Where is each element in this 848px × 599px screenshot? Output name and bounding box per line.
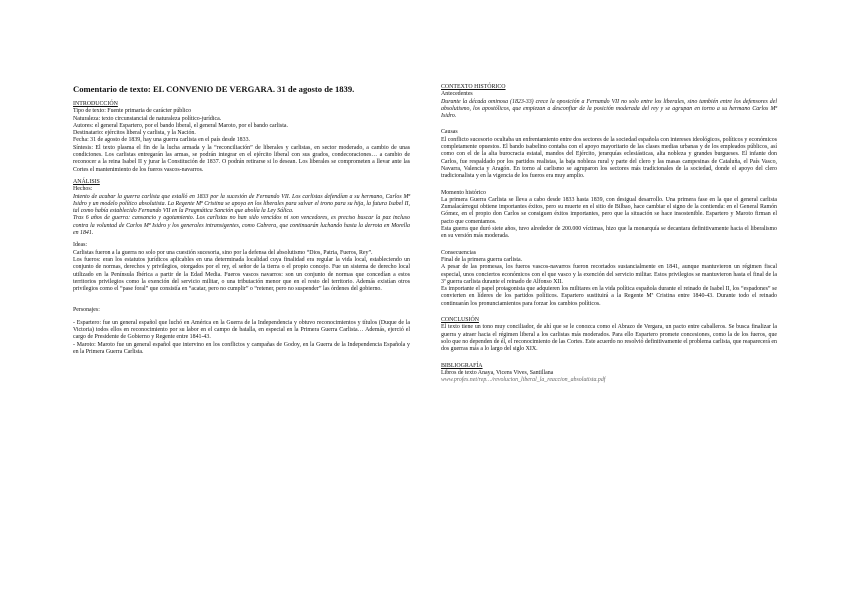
bibliografia-heading: BIBLIOGRAFÍA <box>441 362 483 369</box>
consecuencias-label: Consecuencias <box>441 249 477 256</box>
intro-authors: Autores: el general Espartero, por el bando liberal, el general Maroto, por el bando carlista. <box>73 122 288 129</box>
antecedentes-label: Antecedentes <box>441 91 473 98</box>
consecuencias-subtitle: Final de la primera guerra carlista. <box>441 256 523 263</box>
intro-nature: Naturaleza: texto circunstancial de naturaleza político-jurídica. <box>73 115 222 122</box>
causas-label: Causas <box>441 129 458 136</box>
bibliografia-url: www.profes.net/rep…/revolucion_liberal_la_reaccion_absolutista.pdf <box>441 377 606 384</box>
hechos-paragraph: Tras 6 años de guerra: cansancio y agotamiento. Los carlistas no han sido vencidos ni son vencedores, es preciso buscar la paz incluso contra la voluntad de Carlos Mª Isidro y los generales intransigentes, como Cabrera, que continuarán luchando hasta la derrota en Morella en 1841. <box>73 215 410 237</box>
intro-synthesis: Síntesis: El texto plasma el fin de la lucha armada y la “reconciliación” de liberales y carlistas, en sector moderado, a cambio de unas condiciones. Los carlistas entregarán las armas, se podrán integrar en el ejército liberal con sus grados, condecoraciones… a cambio de reconocer a la reina Isabel II y jurar la Constitución de 1837. O podrán retirarse si lo desean. Los liberales se comprometen a llevar ante las Cortes el mantenimiento de los fueros vascos-navarros. <box>73 144 410 173</box>
consecuencias-paragraph: A pesar de las promesas, los fueros vascos-navarros fueron recortados sustancialmente en 1841, aunque mantuvieron un régimen fiscal especial, unos conciertos económicos con el que vasco y la exención del servicio militar. Estos privilegios se mantuvieron hasta el final de la 3ª guerra carlista durante el reinado de Alfonso XII. <box>441 264 777 285</box>
consecuencias-paragraph: Es importante el papel protagonista que adquieren los militares en la vida política española durante el reinado de Isabel II, los “espadones” se convierten en líderes de los partidos políticos. Espartero sustituirá a la Regente Mª Cristina entre 1840-43. Durante todo el reinado continuarán los pronunciamientos para forzar los cambios políticos. <box>441 286 777 307</box>
right-column <box>441 84 777 384</box>
contexto-heading: CONTEXTO HISTÓRICO <box>441 84 506 90</box>
intro-type: Tipo de texto: Fuente primaria de carácter público <box>73 108 192 115</box>
personajes-label: Personajes: <box>73 307 100 314</box>
personaje-espartero: - Espartero: fue un general español que luchó en América en la Guerra de la Independencia y obtuvo reconocimientos y títulos (Duque de la Victoria) todos ellos en reconocimiento por su labor en el campo de batalla, en especial en la Primera Guerra Carlista… Además, ejerció el cargo de Presidente de Gobierno y Regente entre 1841-43. <box>73 319 410 341</box>
causas-paragraph: El conflicto sucesorio ocultaba un enfrentamiento entre dos sectores de la sociedad española con intereses ideológicos, políticos y económicos completamente opuestos. El bando isabelino contaba con el apoyo mayoritario de las clases medias urbanas y de los empleados públicos, así como con el de la alta burocracia estatal, mandos del Ejército, jerarquías eclesiásticas, alta nobleza y grandes burgueses. El infante don Carlos, fue respaldado por los partidos realistas, la baja nobleza rural y parte del clero y las masas campesinas de Cataluña, el País Vasco, Navarra, Valencia y Aragón. En torno al carlismo se agruparon los sectores más tradicionales de la sociedad, donde el apoyo del clero tradicionalista y en la vigencia de los fueros era muy amplio. <box>441 136 777 180</box>
momento-label: Momento histórico <box>441 189 486 196</box>
intro-heading: INTRODUCCIÓN <box>73 101 118 107</box>
antecedentes-paragraph: Durante la década ominosa (1823-33) crece la oposición a Fernando VII no solo entre los liberales, sino también entre los defensores del absolutismo, los apostólicos, que empiezan a desconfiar de la posición moderada del rey y se agrupan en torno a su hermano Carlos Mª Isidro. <box>441 98 777 120</box>
ideas-paragraph: Los fueros: eran los estatutos jurídicos aplicables en una determinada localidad cuya finalidad era regular la vida local, estableciendo un conjunto de normas, derechos y privilegios, otorgados por el rey, el señor de la tierra o el propio concejo. Fue un sistema de derecho local utilizado en la Península Ibérica a partir de la Edad Media. Fueros vascos navarros: son un conjunto de normas que concedían a estos territorios privilegios como la exención del servicio militar, o una tributación menor que en el resto del territorio. Además existían otros privilegios como el “pase foral” que consistía en “acatar, pero no cumplir” o “retener, pero no suspender” las órdenes del gobierno. <box>73 256 410 293</box>
conclusion-paragraph: El texto tiene un tono muy conciliador, de ahí que se le conozca como el Abrazo de Vergara, un pacto entre caballeros. Se busca finalizar la guerra y atraer hacia el régimen liberal a los carlistas más moderados. Para ello Espartero promete concesiones, como la de los fueros, que solo que no dependen de él, el reconocimiento de las Cortes. Este acuerdo no resolvió definitivamente el problema carlista, que reaparecerá en dos guerras más a lo largo del siglo XIX. <box>441 324 777 353</box>
bibliografia-books: Libros de texto Anaya, Vicens Vives, Santillana <box>441 369 554 376</box>
momento-paragraph: La primera Guerra Carlista se lleva a cabo desde 1833 hasta 1839, con desigual desarrollo. Una primera fase en la que el general carlista Zumalacárregui obtiene importantes éxitos, pero su muerte en el sitio de Bilbao, hace cambiar el signo de la contienda: en el General Ramón Gómez, en el propio don Carlos se consiguen éxitos importantes, pero que la situación se hace insostenible. Espartero y Maroto firman el pacto que comentamos. <box>441 196 777 225</box>
left-column <box>73 101 410 356</box>
document-title: Comentario de texto: EL CONVENIO DE VERGARA. 31 de agosto de 1839. <box>73 84 355 94</box>
analisis-heading: ANÁLISIS <box>73 178 100 185</box>
hechos-paragraph: Intento de acabar la guerra carlista que estalló en 1833 por la sucesión de Fernando VII. Los carlistas defendían a su hermano, Carlos Mª Isidro y un modelo político absolutista. La Regente Mª Cristina se apoya en los liberales para salvar el trono para su hija, la futura Isabel II, tal como había establecido Fernando VII en la Pragmática Sanción que abolía la Ley Sálica. <box>73 193 410 215</box>
momento-paragraph: Esta guerra que duró siete años, tuvo alrededor de 200.000 víctimas, hizo que la monarquía se decantara definitivamente hacia el liberalismo en su versión más moderada. <box>441 226 777 240</box>
intro-recipient: Destinatario: ejércitos liberal y carlista, y la Nación. <box>73 130 196 137</box>
conclusion-heading: CONCLUSIÓN <box>441 317 479 324</box>
ideas-label: Ideas: <box>73 242 88 249</box>
personaje-maroto: - Maroto: Maroto fue un general español que intervino en los conflictos y campañas de Godoy, en la Guerra de la Independencia Española y en la Primera Guerra Carlista. <box>73 341 410 355</box>
hechos-label: Hechos: <box>73 186 93 193</box>
ideas-paragraph: Carlistas fueron a la guerra no solo por una cuestión sucesoria, sino por la defensa del absolutismo “Dios, Patria, Fueros, Rey”. <box>73 249 373 256</box>
intro-date: Fecha: 31 de agosto de 1839, hay una guerra carlista en el país desde 1833. <box>73 137 250 144</box>
